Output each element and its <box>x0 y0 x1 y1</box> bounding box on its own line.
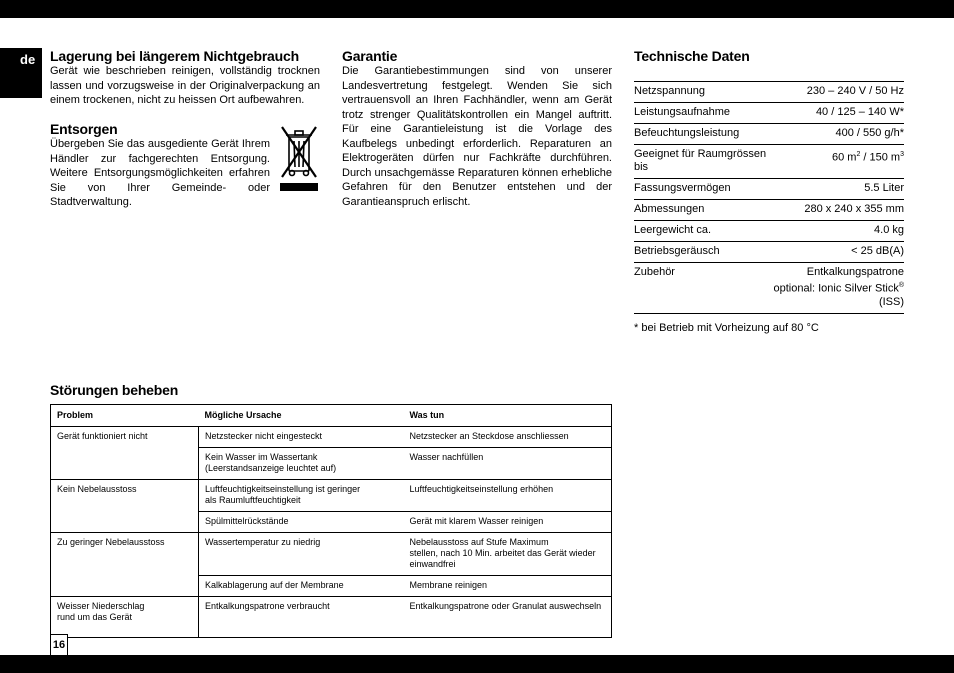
table-spacer-row <box>51 628 612 638</box>
language-tab-label: de <box>20 52 36 67</box>
table-row <box>634 242 904 263</box>
spec-label: Abmessungen <box>634 200 767 221</box>
problem-cell <box>51 512 199 533</box>
fix-cell: Nebelausstoss auf Stufe Maximum stellen, nach 10 Min. arbeitet das Gerät wieder einwandfrei <box>404 533 612 576</box>
table-row <box>634 103 904 124</box>
column-header: Was tun <box>404 405 612 427</box>
table-row <box>51 480 612 512</box>
table-row <box>634 263 904 314</box>
spec-value: 280 x 240 x 355 mm <box>767 200 904 221</box>
fix-cell: Gerät mit klarem Wasser reinigen <box>404 512 612 533</box>
spec-value: 4.0 kg <box>767 221 904 242</box>
fix-cell: Netzstecker an Steckdose anschliessen <box>404 427 612 448</box>
spec-value: 60 $m^2 / 150$ $m^3$ <box>767 145 904 179</box>
crossed-out-wheelie-bin-icon <box>278 123 320 193</box>
spec-label: Befeuchtungsleistung <box>634 124 767 145</box>
problem-cell <box>51 576 199 597</box>
table-row <box>634 221 904 242</box>
spec-label: Betriebsgeräusch <box>634 242 767 263</box>
spec-value: 40 / 125 – 140 W* <box>767 103 904 124</box>
cause-cell: Netzstecker nicht eingesteckt <box>199 427 404 448</box>
garantie-title: Garantie <box>342 48 398 64</box>
cause-cell: Spülmittelrückstände <box>199 512 404 533</box>
section-entsorgen <box>50 121 320 210</box>
lagerung-title: Lagerung bei längerem Nichtgebrauch <box>50 48 299 64</box>
entsorgen-text: Übergeben Sie das ausgediente Gerät Ihrem Händler zur fachgerechten Entsorgung. Weitere Entsorgungsmöglichkeiten erfahren Sie von Ihrer Gemeinde- oder Stadtverwaltung. <box>50 138 270 208</box>
cause-cell: Luftfeuchtigkeitseinstellung ist geringer als Raumluftfeuchtigkeit <box>199 480 404 512</box>
section-garantie <box>342 48 612 209</box>
cause-cell: Kein Wasser im Wassertank (Leerstandsanzeige leuchtet auf) <box>199 448 404 480</box>
table-row <box>634 124 904 145</box>
problem-cell <box>51 448 199 480</box>
fix-cell: Membrane reinigen <box>404 576 612 597</box>
spec-label: Netzspannung <box>634 82 767 103</box>
problem-cell: Kein Nebelausstoss <box>51 480 199 512</box>
spec-label: Zubehör <box>634 263 767 314</box>
stoerungen-title: Störungen beheben <box>50 382 179 398</box>
fix-cell: Wasser nachfüllen <box>404 448 612 480</box>
table-row <box>634 145 904 179</box>
table-row <box>51 597 612 629</box>
table-row <box>51 576 612 597</box>
top-bar <box>0 0 954 18</box>
section-lagerung <box>50 48 320 108</box>
bottom-bar <box>0 655 954 673</box>
table-row <box>51 533 612 576</box>
table-row <box>51 427 612 448</box>
spec-value: 400 / 550 g/h* <box>767 124 904 145</box>
spec-label: Leergewicht ca. <box>634 221 767 242</box>
table-row <box>51 512 612 533</box>
cause-cell: Wassertemperatur zu niedrig <box>199 533 404 576</box>
table-row <box>634 82 904 103</box>
table-row <box>634 200 904 221</box>
section-technische-daten <box>634 48 904 334</box>
spec-value: 230 – 240 V / 50 Hz <box>767 82 904 103</box>
page-number: 16 <box>50 634 68 655</box>
spec-value: Entkalkungspatrone optional: Ionic Silver Stick® (ISS) <box>767 263 904 314</box>
problem-cell: Zu geringer Nebelausstoss <box>51 533 199 576</box>
problem-cell: Weisser Niederschlag rund um das Gerät <box>51 597 199 629</box>
problem-cell: Gerät funktioniert nicht <box>51 427 199 448</box>
garantie-text: Die Garantiebestimmungen sind von unserer Landesvertretung festgelegt. Wenden Sie sich vertrauensvoll an Ihren Fachhändler, wenn am Gerät trotz strenger Qualitätskontrollen ein Mangel auftritt. Für eine Garantieleistung ist die Vorlage des Kaufbelegs unbedingt erforderlich. Reparaturen an Elektrogeräten dürfen nur Fachkräfte durchführen. Durch unsachgemässe Reparaturen können erhebliche Gefahren für den Benutzer entstehen und der Garantieanspruch erlischt. <box>342 65 612 208</box>
spec-label: Fassungsvermögen <box>634 179 767 200</box>
entsorgen-title: Entsorgen <box>50 121 118 137</box>
stoerungen-table <box>50 404 612 638</box>
spec-value: < 25 dB(A) <box>767 242 904 263</box>
table-row <box>51 448 612 480</box>
column-header: Problem <box>51 405 199 427</box>
cause-cell: Kalkablagerung auf der Membrane <box>199 576 404 597</box>
table-header-row <box>51 405 612 427</box>
technische-daten-footnote: * bei Betrieb mit Vorheizung auf 80 °C <box>634 321 819 334</box>
table-row <box>634 179 904 200</box>
column-header: Mögliche Ursache <box>199 405 404 427</box>
spec-label: Geeignet für Raumgrössen bis <box>634 145 767 179</box>
spec-value: 5.5 Liter <box>767 179 904 200</box>
cause-cell: Entkalkungspatrone verbraucht <box>199 597 404 629</box>
lagerung-text: Gerät wie beschrieben reinigen, vollständig trocknen lassen und vorzugsweise in der Originalverpackung an einem trockenen, nicht zu heissen Ort aufbewahren. <box>50 65 320 106</box>
fix-cell: Entkalkungspatrone oder Granulat auswechseln <box>404 597 612 629</box>
spec-label: Leistungsaufnahme <box>634 103 767 124</box>
technische-daten-table <box>634 81 904 314</box>
technische-daten-title: Technische Daten <box>634 48 750 64</box>
fix-cell: Luftfeuchtigkeitseinstellung erhöhen <box>404 480 612 512</box>
